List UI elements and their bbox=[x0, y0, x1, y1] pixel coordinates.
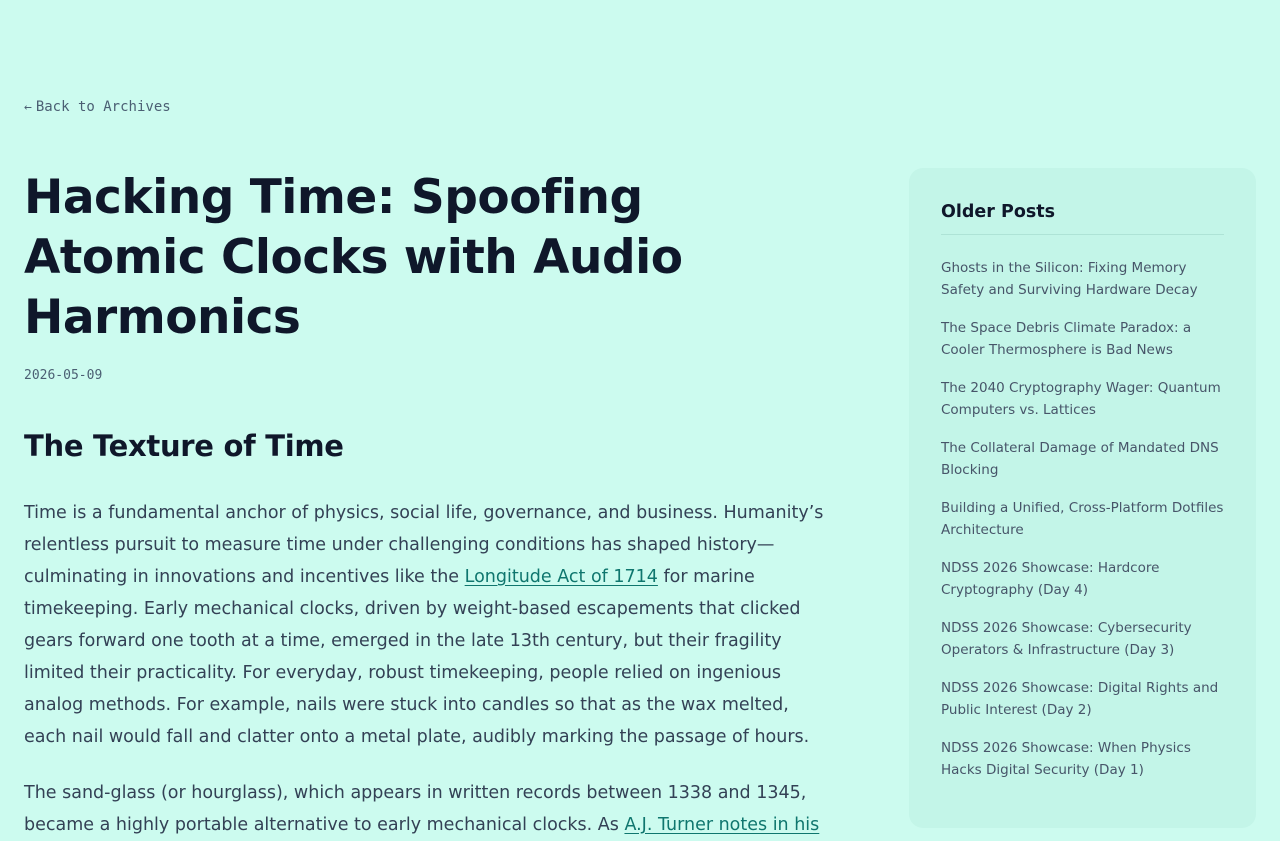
paragraph-2 bbox=[24, 777, 824, 841]
list-item bbox=[941, 497, 1224, 541]
paragraph-2-text-start: The sand-glass (or hourglass), which appears in written records between 1338 and 1345, became a highly portable alternative to early mechanical clocks. As bbox=[24, 783, 807, 835]
list-item bbox=[941, 437, 1224, 481]
older-posts-list bbox=[941, 257, 1224, 781]
list-item bbox=[941, 557, 1224, 601]
older-post-link[interactable]: The Space Debris Climate Paradox: a Cooler Thermosphere is Bad News bbox=[941, 320, 1192, 358]
older-post-link[interactable]: The 2040 Cryptography Wager: Quantum Computers vs. Lattices bbox=[941, 380, 1221, 418]
paragraph-1-text-end: for marine timekeeping. Early mechanical clocks, driven by weight-based escapements that clicked gears forward one tooth at a time, emerged in the late 13th century, but their fragility limited their practicality. For everyday, robust timekeeping, people relied on ingenious analog methods. For example, nails were stuck into candles so that as the wax melted, each nail would fall and clatter onto a metal plate, audibly marking the passage of hours. bbox=[24, 567, 810, 747]
list-item bbox=[941, 377, 1224, 421]
list-item bbox=[941, 737, 1224, 781]
back-link-label: Back to Archives bbox=[35, 99, 171, 115]
section-heading: The Texture of Time bbox=[24, 429, 344, 463]
paragraph-1-text-start: Time is a fundamental anchor of physics, social life, governance, and business. Humanity’s relentless pursuit to measure time under challenging conditions has shaped history—culminating in innovations and incentives like the bbox=[24, 503, 824, 587]
sidebar-title: Older Posts bbox=[941, 202, 1224, 235]
list-item bbox=[941, 317, 1224, 361]
turner-reference-link[interactable]: A.J. Turner notes in his bbox=[624, 815, 820, 835]
older-post-link[interactable]: NDSS 2026 Showcase: Hardcore Cryptography (Day 4) bbox=[941, 560, 1160, 598]
back-to-archives-link[interactable] bbox=[24, 99, 171, 115]
longitude-act-link[interactable]: Longitude Act of 1714 bbox=[464, 567, 658, 587]
list-item bbox=[941, 257, 1224, 301]
article bbox=[24, 168, 824, 841]
older-posts-sidebar bbox=[909, 168, 1256, 828]
list-item bbox=[941, 677, 1224, 721]
older-post-link[interactable]: NDSS 2026 Showcase: When Physics Hacks Digital Security (Day 1) bbox=[941, 740, 1191, 778]
post-date: 2026-05-09 bbox=[24, 368, 103, 383]
paragraph-1 bbox=[24, 497, 824, 753]
list-item bbox=[941, 617, 1224, 661]
arrow-left-icon: ← bbox=[24, 99, 32, 115]
older-post-link[interactable]: The Collateral Damage of Mandated DNS Blocking bbox=[941, 440, 1219, 478]
older-post-link[interactable]: Building a Unified, Cross-Platform Dotfiles Architecture bbox=[941, 500, 1224, 538]
older-post-link[interactable]: NDSS 2026 Showcase: Digital Rights and Public Interest (Day 2) bbox=[941, 680, 1219, 718]
older-post-link[interactable]: NDSS 2026 Showcase: Cybersecurity Operators & Infrastructure (Day 3) bbox=[941, 620, 1192, 658]
older-post-link[interactable]: Ghosts in the Silicon: Fixing Memory Safety and Surviving Hardware Decay bbox=[941, 260, 1198, 298]
post-title: Hacking Time: Spoofing Atomic Clocks with Audio Harmonics bbox=[24, 170, 683, 345]
